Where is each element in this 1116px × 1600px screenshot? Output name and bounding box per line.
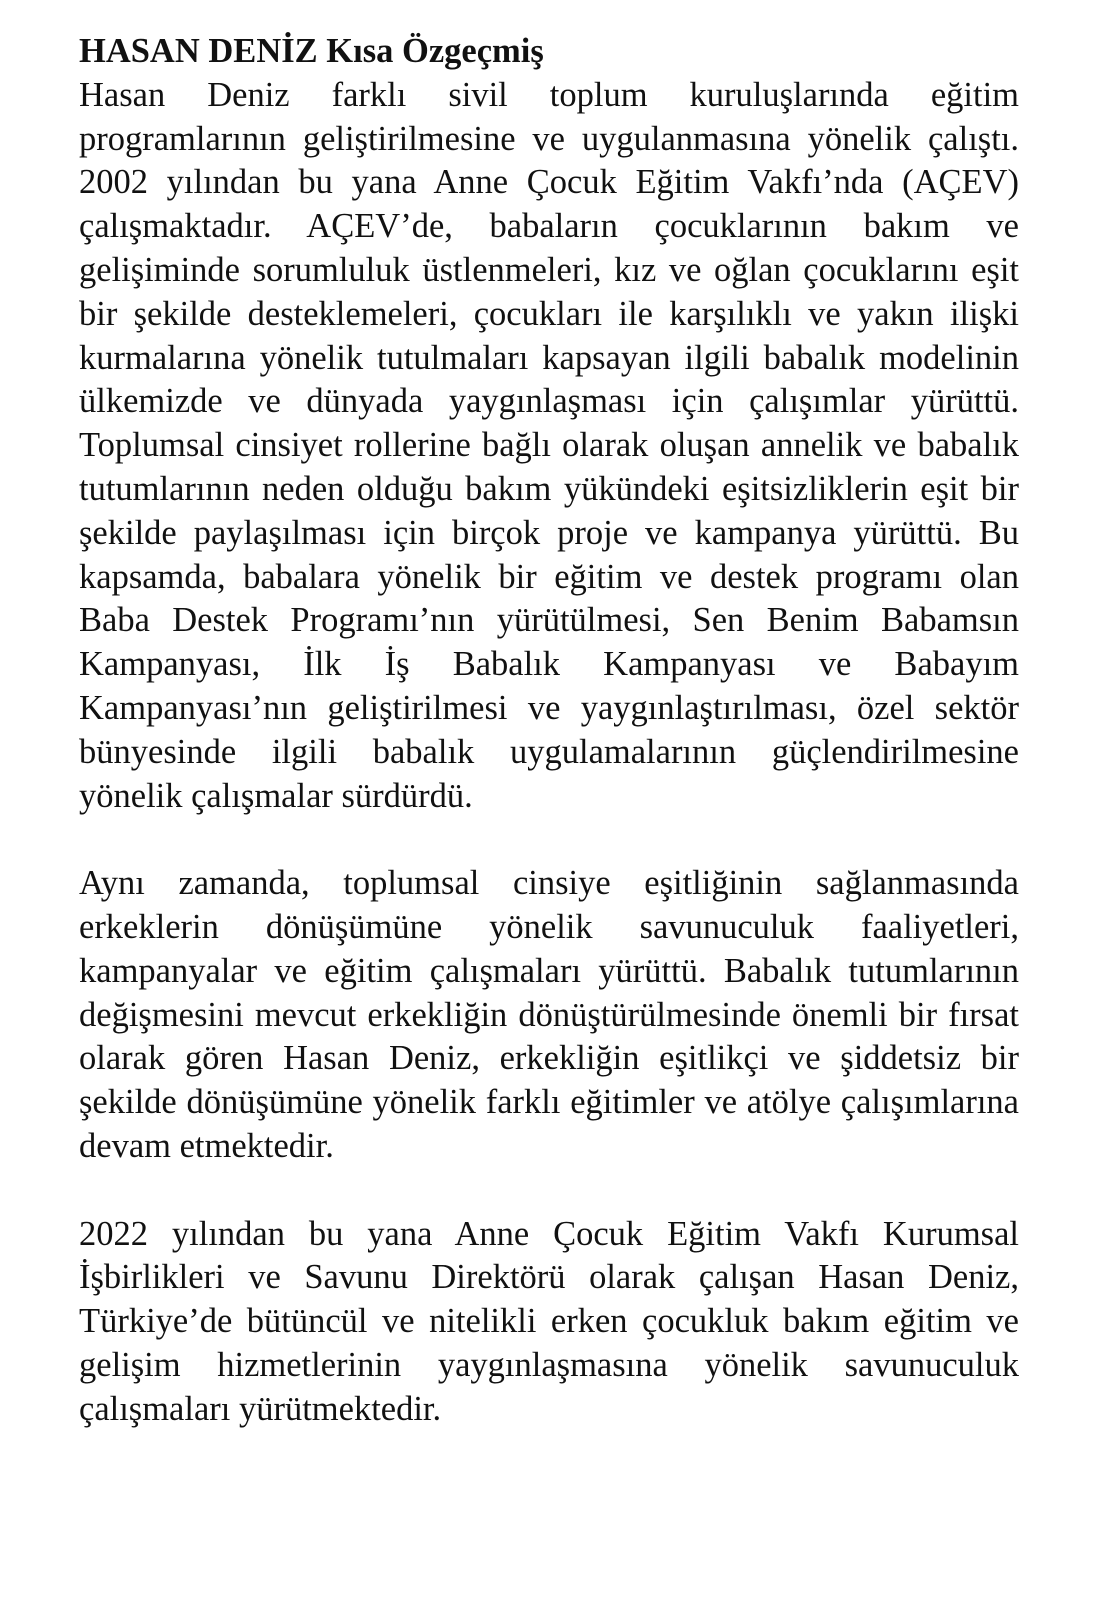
paragraph-2: Aynı zamanda, toplumsal cinsiye eşitliğinin sağlanmasında erkeklerin dönüşümüne yönelik savunuculuk faaliyetleri, kampanyalar ve eğitim çalışmaları yürüttü. Babalık tutumlarının değişmesini mevcut erkekliğin dönüştürülmesinde önemli bir fırsat olarak gören Hasan Deniz, erkekliğin eşitlikçi ve şiddetsiz bir şekilde dönüşümüne yönelik farklı eğitimler ve atölye çalışımlarına devam etmektedir. xyxy=(79,864,1019,1165)
paragraph-1: Hasan Deniz farklı sivil toplum kuruluşlarında eğitim programlarının geliştirilmesine ve uygulanmasına yönelik çalıştı. 2002 yılından bu yana Anne Çocuk Eğitim Vakfı’nda (AÇEV) çalışmaktadır. AÇEV’de, babaların çocuklarının bakım ve gelişiminde sorumluluk üstlenmeleri, kız ve oğlan çocuklarını eşit bir şekilde desteklemeleri, çocukları ile karşılıklı ve yakın ilişki kurmalarına yönelik tutulmaları kapsayan ilgili babalık modelinin ülkemizde ve dünyada yaygınlaşması için çalışımlar yürüttü. Toplumsal cinsiyet rollerine bağlı olarak oluşan annelik ve babalık tutumlarının neden olduğu bakım yükündeki eşitsizliklerin eşit bir şekilde paylaşılması için birçok proje ve kampanya yürüttü. Bu kapsamda, babalara yönelik bir eğitim ve destek programı olan Baba Destek Programı’nın yürütülmesi, Sen Benim Babamsın Kampanyası, İlk İş Babalık Kampanyası ve Babayım Kampanyası’nın geliştirilmesi ve yaygınlaştırılması, özel sektör bünyesinde ilgili babalık uygulamalarının güçlendirilmesine yönelik çalışmalar sürdürdü. xyxy=(79,75,1019,815)
document-title: HASAN DENİZ Kısa Özgeçmiş xyxy=(79,32,544,70)
document-page xyxy=(79,30,1019,1432)
paragraph-3: 2022 yılından bu yana Anne Çocuk Eğitim Vakfı Kurumsal İşbirlikleri ve Savunu Direktörü olarak çalışan Hasan Deniz, Türkiye’de bütüncül ve nitelikli erken çocukluk bakım eğitim ve gelişim hizmetlerinin yaygınlaşmasına yönelik savunuculuk çalışmaları yürütmektedir. xyxy=(79,1214,1019,1428)
